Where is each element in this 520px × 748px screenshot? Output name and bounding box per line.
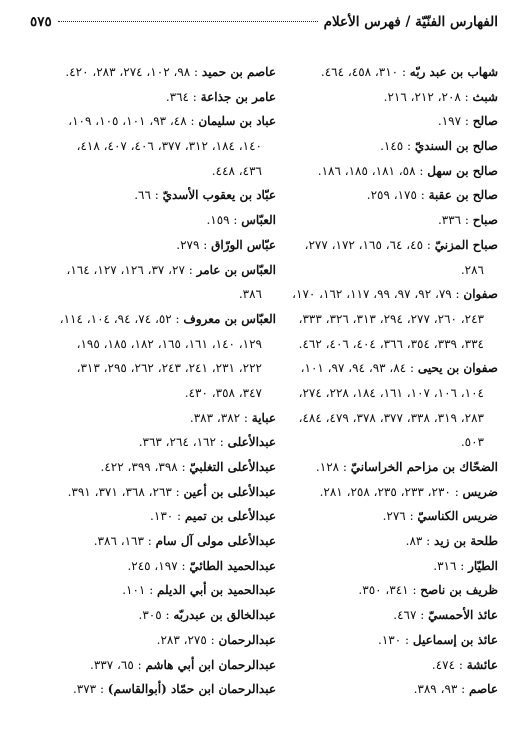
index-entry — [262, 356, 498, 381]
index-entry — [262, 529, 498, 554]
entry-pages: ٣٣٤، ٣٣٩، ٣٥٤، ٣٦٦، ٤٠٤، ٤٠٦، ٤٦٢. — [298, 336, 484, 351]
entry-pages: ٢٨٦. — [460, 262, 484, 277]
entry-name: عبدالأعلى مولى آل سام — [155, 534, 276, 549]
entry-pages: ١٤٠، ١٨٤، ٣١٢، ٣٧٧، ٤٠٦، ٤٠٧، ٤١٨، — [76, 139, 262, 154]
index-entry — [14, 455, 276, 480]
entry-name: صالح بن عقبة — [428, 188, 498, 203]
index-entry — [14, 258, 276, 283]
entry-name: عاصم بن حميد — [201, 65, 276, 79]
index-entry — [14, 480, 276, 505]
entry-name: عاصم — [469, 682, 498, 697]
index-entry — [14, 85, 276, 110]
index-entry — [262, 282, 498, 307]
index-entry-continuation — [14, 282, 276, 307]
index-entry — [262, 504, 498, 529]
entry-name: صفوان بن يحيى — [417, 361, 498, 376]
index-entry-continuation — [14, 381, 276, 406]
entry-name: صباح — [472, 213, 498, 228]
entry-pages: : ٥٢، ٧٤، ٩٤، ١٠٤، ١١٤، — [59, 311, 184, 326]
index-entry-continuation — [14, 159, 276, 184]
entry-pages: : ٣٣٦. — [437, 213, 473, 228]
entry-pages: : ٧٩، ٩٢، ٩٧، ٩٩، ١١٧، ١٦٢، ١٧٠، — [292, 287, 464, 302]
entry-pages: : ٢٧، ٣٧، ١٢٦، ١٢٧، ١٦٤، — [66, 262, 197, 277]
entry-pages: : ٣١٦. — [433, 558, 469, 573]
entry-pages: : ٨٣. — [405, 534, 435, 549]
entry-pages: : ٤٦٧. — [393, 608, 429, 623]
index-entry-continuation — [262, 381, 498, 406]
index-entry — [14, 677, 276, 702]
entry-name: عبدالحميد بن أبي الديلم — [157, 583, 276, 598]
index-entry — [262, 677, 498, 702]
entry-name: عباية — [251, 410, 276, 425]
index-entry — [14, 406, 276, 431]
entry-name: العبّاس بن عامر — [196, 262, 276, 277]
entry-name: عبدالرحمان ابن أبي هاشم — [145, 657, 276, 672]
entry-pages: : ٤٧٤. — [431, 657, 467, 672]
entry-pages: : ٩٨، ١٠٢، ٢٧٤، ٢٨٣، ٤٢٠. — [65, 65, 202, 79]
entry-pages: ٢٤٣، ٢٦٠، ٢٧٧، ٢٩٤، ٣١٣، ٣٢٦، ٣٣٣، — [298, 311, 484, 326]
entry-name: عبّاد بن يعقوب الأسديّ — [162, 188, 276, 203]
index-entry — [262, 480, 498, 505]
index-entry — [14, 208, 276, 233]
entry-name: عبدالرحمان — [218, 632, 276, 647]
entry-name: عائذ الأحمسيّ — [428, 608, 498, 623]
entry-pages: : ٢٧٦. — [382, 509, 418, 524]
entry-pages: : ٣١٠، ٤٥٨، ٤٦٤. — [320, 65, 410, 79]
entry-name: عامر بن جذاعة — [200, 89, 276, 104]
entry-pages: : ١٩٧، ٢٤٥. — [127, 558, 190, 573]
entry-pages: : ١٢٨. — [315, 460, 351, 474]
entry-pages: : ١٩٧. — [437, 114, 473, 129]
entry-pages: : ١٥٩. — [206, 213, 242, 228]
entry-pages: : ١٧٥، ٢٥٩. — [366, 188, 429, 203]
index-entry — [262, 233, 498, 258]
index-entry-continuation — [14, 332, 276, 357]
index-entry — [262, 183, 498, 208]
entry-name: عبدالرحمان ابن حمّاد (أبوالقاسم) — [107, 682, 276, 697]
entry-name: عائشة — [466, 657, 498, 672]
entry-pages: : ٣٧٣. — [72, 682, 108, 697]
entry-name: صباح المزنيّ — [434, 237, 498, 252]
entry-name: ضريس — [462, 484, 498, 499]
entry-pages: : ٢٦٣، ٣٦٨، ٣٧١، ٣٩١. — [67, 484, 184, 499]
entry-name: عبدالحميد الطائيّ — [189, 558, 276, 573]
index-entry — [262, 60, 498, 85]
entry-name: عبدالخالق بن عبدربّه — [173, 608, 276, 623]
entry-name: عبدالأعلى التغلبيّ — [189, 460, 276, 474]
index-entry — [14, 233, 276, 258]
entry-pages: : ١٦٢، ٢٦٤، ٣٦٣. — [138, 435, 228, 450]
entry-pages: ١٢٩، ١٤٠، ١٦١، ١٦٥، ١٨٢، ١٨٥، ١٩٥، — [76, 336, 262, 351]
entry-name: صفوان — [463, 287, 498, 302]
entry-pages: : ٢٣٠، ٢٣٣، ٢٣٥، ٢٥٨، ٢٨١. — [319, 484, 463, 499]
entry-pages: : ١٦٣، ٣٨٦. — [93, 534, 156, 549]
header-leader-dots — [58, 21, 318, 22]
entry-pages: : ٤٥، ٦٤، ١٦٥، ١٧٢، ٢٧٧، — [304, 237, 435, 252]
index-entry — [14, 529, 276, 554]
entry-pages: ٥٠٣. — [460, 435, 484, 450]
entry-name: الطيّار — [468, 558, 498, 573]
entry-pages: : ٢٠٨، ٢١٢، ٢١٦. — [383, 89, 473, 104]
entry-pages: ١٠٤، ١٠٦، ١٠٧، ١٦١، ١٨٤، ٢٢٨، ٢٧٤، — [298, 385, 484, 400]
index-entry-continuation — [262, 332, 498, 357]
entry-name: صالح بن السنديّ — [414, 139, 498, 154]
index-column-left — [14, 60, 276, 702]
index-entry — [262, 653, 498, 678]
entry-pages: ٢٢٢، ٢٣١، ٢٤١، ٢٤٣، ٢٦٢، ٢٩٥، ٣١٣، — [76, 361, 262, 376]
entry-pages: : ٣٩٨، ٣٩٩، ٤٢٢. — [100, 460, 190, 474]
index-entry-continuation — [262, 258, 498, 283]
entry-pages: : ١٤٥. — [380, 139, 415, 154]
entry-name: عبدالأعلى بن تميم — [184, 509, 276, 524]
entry-name: العبّاس — [241, 213, 276, 228]
index-entry — [262, 554, 498, 579]
index-entry — [262, 159, 498, 184]
entry-name: شهاب بن عبد ربّه — [409, 65, 498, 79]
index-column-right — [262, 60, 498, 702]
entry-pages: : ٢٧٥، ٢٨٣. — [156, 632, 219, 647]
entry-name: شبث — [472, 89, 498, 104]
index-entry-continuation — [262, 307, 498, 332]
entry-name: عبدالأعلى — [227, 435, 276, 450]
entry-name: صالح بن سهل — [427, 163, 498, 178]
entry-pages: : ٥٨، ١٨١، ١٨٥، ١٨٦. — [317, 163, 428, 178]
entry-pages: : ٦٦. — [134, 188, 163, 203]
index-entry — [14, 430, 276, 455]
index-entry — [262, 455, 498, 480]
index-entry — [14, 183, 276, 208]
index-entry — [14, 554, 276, 579]
entry-pages: : ١٠١. — [122, 583, 158, 598]
entry-pages: : ٤٨، ٩٣، ١٠١، ١٠٥، ١٠٩، — [68, 114, 199, 129]
index-entry — [262, 134, 498, 159]
entry-name: ظريف بن ناصح — [420, 583, 498, 598]
entry-pages: ٢٨٣، ٣١٩، ٣٣٨، ٣٧٧، ٣٧٨، ٤٧٩، ٤٨٤، — [298, 410, 484, 425]
index-entry-continuation — [14, 356, 276, 381]
index-entry — [14, 307, 276, 332]
index-entry — [14, 109, 276, 134]
index-entry — [262, 603, 498, 628]
entry-name: عبّاس الورّاق — [211, 237, 276, 252]
entry-name: الضحّاك بن مزاحم الخراسانيّ — [350, 460, 498, 474]
index-entry — [14, 578, 276, 603]
index-entry-continuation — [14, 134, 276, 159]
entry-pages: : ٦٥، ٣٣٧. — [90, 657, 146, 672]
entry-name: عبدالأعلى بن أعين — [183, 484, 276, 499]
index-entry-continuation — [262, 430, 498, 455]
entry-pages: ٣٤٧، ٣٥٨، ٤٣٠. — [184, 385, 262, 400]
entry-pages: : ٩٣، ٣٨٩. — [413, 682, 469, 697]
entry-pages: : ٣٦٤. — [165, 89, 201, 104]
index-entry — [262, 628, 498, 653]
entry-name: طلحة بن زيد — [434, 534, 498, 549]
running-header — [30, 14, 498, 36]
header-title: الفهارس الفنّيّة / فهرس الأعلام — [323, 14, 498, 30]
index-entry — [262, 578, 498, 603]
entry-name: العبّاس بن معروف — [183, 311, 276, 326]
index-entry — [14, 603, 276, 628]
entry-pages: ٣٨٦. — [238, 287, 262, 302]
entry-name: عباد بن سليمان — [198, 114, 276, 129]
index-entry-continuation — [262, 406, 498, 431]
entry-name: ضريس الكناسيّ — [417, 509, 498, 524]
index-entry — [14, 504, 276, 529]
entry-name: صالح — [472, 114, 498, 129]
entry-pages: : ٣٤١، ٣٥٠. — [358, 583, 421, 598]
index-entry — [14, 60, 276, 85]
entry-pages: : ١٣٠. — [150, 509, 185, 524]
entry-pages: : ١٣٠. — [378, 632, 413, 647]
index-entry — [14, 653, 276, 678]
entry-name: عائذ بن إسماعيل — [412, 632, 498, 647]
index-entry — [262, 109, 498, 134]
entry-pages: : ٣٠٥. — [138, 608, 174, 623]
entry-pages: : ٢٧٩. — [176, 237, 212, 252]
entry-pages: ٤٣٦، ٤٤٨. — [211, 163, 262, 178]
entry-pages: : ٣٨٢، ٣٨٣. — [189, 410, 252, 425]
index-entry — [262, 208, 498, 233]
index-entry — [262, 85, 498, 110]
entry-pages: : ٨٤، ٩٣، ٩٤، ٩٧، ١٠١، — [300, 361, 418, 376]
page-number: ٥٧٥ — [30, 14, 52, 30]
index-entry — [14, 628, 276, 653]
